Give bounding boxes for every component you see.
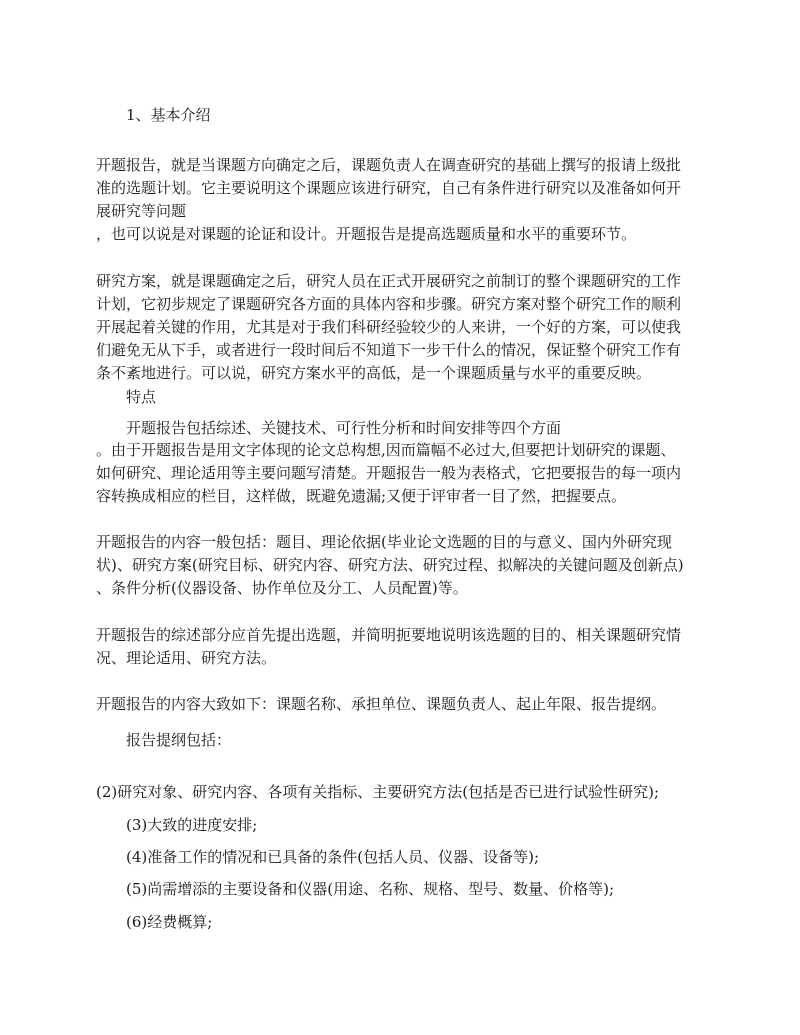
outline-item: (5)尚需增添的主要设备和仪器(用途、名称、规格、型号、数量、价格等);	[126, 880, 615, 898]
paragraph-contents-line: 状)、研究方案(研究目标、研究内容、研究方法、研究过程、拟解决的关键问题及创新点)	[96, 556, 684, 574]
paragraph-definition-line: 准的选题计划。它主要说明这个课题应该进行研究，自己有条件进行研究以及准备如何开	[96, 179, 682, 197]
outline-label: 报告提纲包括：	[126, 731, 232, 749]
paragraph-summary: 开题报告的内容大致如下：课题名称、承担单位、课题负责人、起止年限、报告提纲。	[96, 695, 667, 713]
paragraph-definition-line: ，也可以说是对课题的论证和设计。开题报告是提高选题质量和水平的重要环节。	[96, 225, 637, 243]
paragraph-research-plan-line: 们避免无从下手，或者进行一段时间后不知道下一步干什么的情况，保证整个研究工作有	[96, 341, 682, 359]
paragraph-review-line: 况、理论适用、研究方法。	[96, 649, 277, 667]
paragraph-research-plan-line: 计划，它初步规定了课题研究各方面的具体内容和步骤。研究方案对整个研究工作的顺利	[96, 295, 682, 313]
paragraph-features-line: 。由于开题报告是用文字体现的论文总构想,因而篇幅不必过大,但要把计划研究的课题、	[96, 441, 676, 459]
paragraph-research-plan-line: 条不紊地进行。可以说，研究方案水平的高低，是一个课题质量与水平的重要反映。	[96, 364, 652, 382]
outline-item: (2)研究对象、研究内容、各项有关指标、主要研究方法(包括是否已进行试验性研究);	[96, 783, 660, 801]
paragraph-research-plan-line: 研究方案，就是课题确定之后，研究人员在正式开展研究之前制订的整个课题研究的工作	[96, 272, 682, 290]
paragraph-features-line: 开题报告包括综述、关键技术、可行性分析和时间安排等四个方面	[126, 419, 562, 437]
outline-item: (6)经费概算;	[126, 913, 213, 931]
paragraph-contents-line: 开题报告的内容一般包括：题目、理论依据(毕业论文选题的目的与意义、国内外研究现	[96, 533, 672, 551]
outline-item: (4)准备工作的情况和已具备的条件(包括人员、仪器、设备等);	[126, 848, 540, 866]
paragraph-features-line: 容转换成相应的栏目，这样做，既避免遗漏;又便于评审者一目了然，把握要点。	[96, 487, 627, 505]
paragraph-definition-line: 开题报告，就是当课题方向确定之后，课题负责人在调查研究的基础上撰写的报请上级批	[96, 156, 682, 174]
paragraph-review-line: 开题报告的综述部分应首先提出选题，并简明扼要地说明该选题的目的、相关课题研究情	[96, 626, 682, 644]
paragraph-features-line: 如何研究、理论适用等主要问题写清楚。开题报告一般为表格式，它把要报告的每一项内	[96, 464, 682, 482]
paragraph-contents-line: 、条件分析(仪器设备、协作单位及分工、人员配置)等。	[96, 579, 468, 597]
paragraph-definition-line: 展研究等问题	[96, 202, 187, 220]
section-heading-intro: 1、基本介绍	[126, 106, 211, 124]
outline-item: (3)大致的进度安排;	[126, 816, 258, 834]
paragraph-research-plan-line: 开展起着关键的作用，尤其是对于我们科研经验较少的人来讲，一个好的方案，可以使我	[96, 318, 682, 336]
section-heading-features: 特点	[126, 388, 157, 406]
